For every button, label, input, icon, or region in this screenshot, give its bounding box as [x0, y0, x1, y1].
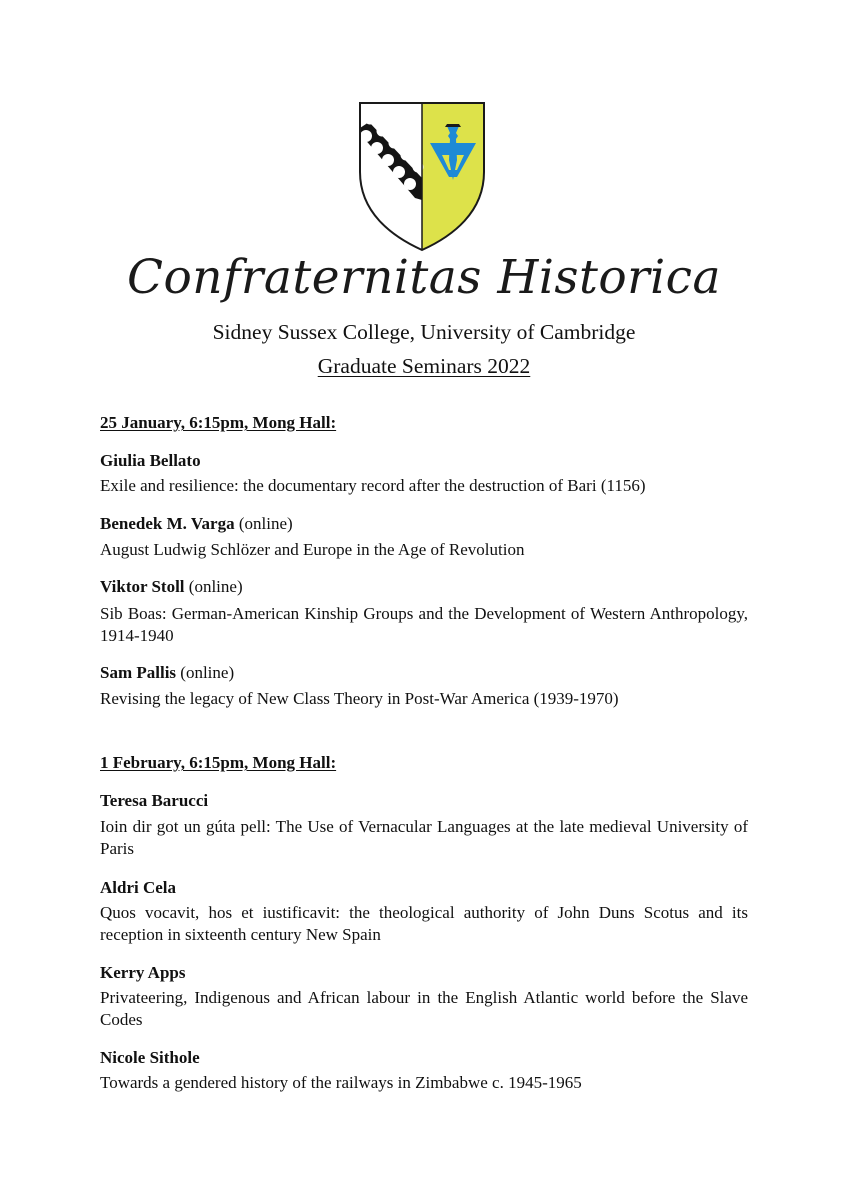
college-name: Sidney Sussex College, University of Cambridge: [212, 320, 636, 344]
society-title: Confraternitas Historica: [126, 250, 721, 305]
talk-title: Exile and resilience: the documentary record after the destruction of Bari (1156): [100, 476, 646, 495]
speaker: [100, 1047, 200, 1069]
speaker-name: Benedek M. Varga: [100, 514, 235, 533]
speaker-name: Viktor Stoll: [100, 577, 185, 596]
session-heading: 1 February, 6:15pm, Mong Hall:: [100, 753, 337, 772]
speaker-name: Nicole Sithole: [100, 1048, 200, 1067]
speaker-name: Aldri Cela: [100, 878, 177, 897]
speaker-note: (online): [176, 663, 235, 682]
talk-title: August Ludwig Schlözer and Europe in the Age of Revolution: [100, 540, 525, 559]
speaker: [100, 662, 234, 684]
seminar-series-title: Graduate Seminars 2022: [317, 354, 531, 378]
speaker: [100, 450, 201, 472]
talk-title: Ioin dir got un gúta pell: The Use of Vernacular Languages at the late medieval University of Paris: [100, 817, 748, 858]
speaker: [100, 962, 185, 984]
talk-title: Revising the legacy of New Class Theory in Post-War America (1939-1970): [100, 689, 619, 708]
college-crest-logo: [357, 100, 487, 252]
speaker-note: (online): [184, 577, 243, 596]
speaker-name: Kerry Apps: [100, 963, 186, 982]
speaker-name: Teresa Barucci: [100, 791, 209, 810]
speaker-note: (online): [234, 514, 293, 533]
speaker: [100, 877, 176, 899]
speaker: [100, 513, 293, 535]
speaker: [100, 790, 208, 812]
session-heading: 25 January, 6:15pm, Mong Hall:: [100, 413, 337, 432]
speaker-name: Giulia Bellato: [100, 451, 201, 470]
talk-title: Sib Boas: German-American Kinship Groups and the Development of Western Anthropology, 1914-1940: [100, 604, 748, 645]
speaker-name: Sam Pallis: [100, 663, 177, 682]
talk-title: Towards a gendered history of the railways in Zimbabwe c. 1945-1965: [100, 1073, 582, 1092]
speaker: [100, 576, 243, 598]
talk-title: Quos vocavit, hos et iustificavit: the theological authority of John Duns Scotus and its reception in sixteenth century New Spain: [100, 903, 748, 944]
talk-title: Privateering, Indigenous and African labour in the English Atlantic world before the Slave Codes: [100, 988, 748, 1029]
